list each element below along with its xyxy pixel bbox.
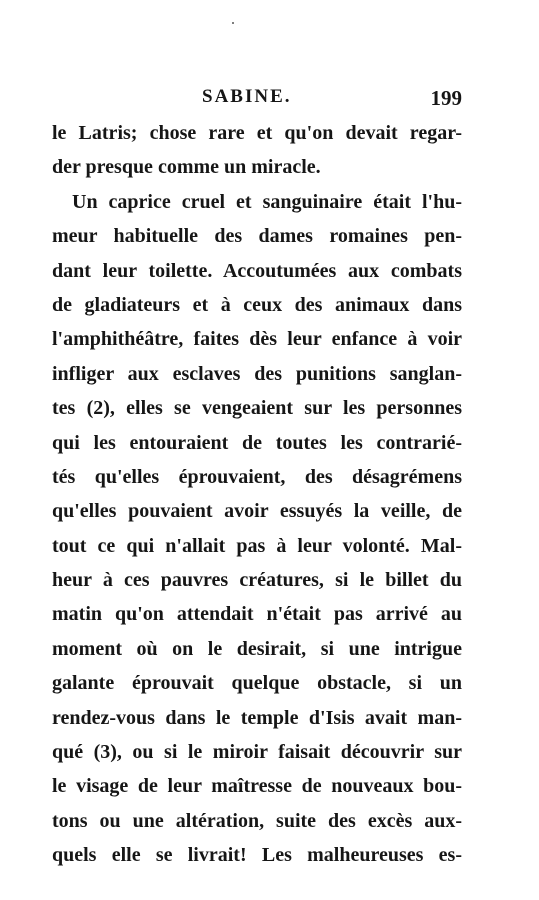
- text-line: qué (3), ou si le miroir faisait découvrir sur: [52, 741, 462, 764]
- running-title: SABINE.: [202, 86, 292, 107]
- text-line: tés qu'elles éprouvaient, des désagrémens: [52, 465, 462, 488]
- text-line: tons ou une altération, suite des excès aux-: [52, 809, 462, 832]
- text-line: tout ce qui n'allait pas à leur volonté. Mal-: [52, 534, 462, 557]
- text-line: le visage de leur maîtresse de nouveaux bou-: [52, 775, 462, 798]
- text-line: infliger aux esclaves des punitions sanglan-: [52, 362, 462, 385]
- page-header: [52, 86, 462, 114]
- text-line: le Latris; chose rare et qu'on devait regar-: [52, 122, 462, 144]
- text-line: qu'elles pouvaient avoir essuyés la veille, de: [52, 500, 462, 523]
- text-line: de gladiateurs et à ceux des animaux dans: [52, 293, 462, 316]
- page-number: 199: [430, 86, 462, 110]
- text-line: galante éprouvait quelque obstacle, si un: [52, 672, 462, 695]
- text-line: dant leur toilette. Accoutumées aux combats: [52, 259, 462, 282]
- text-line: qui les entouraient de toutes les contrarié-: [52, 431, 462, 454]
- text-line: quels elle se livrait! Les malheureuses es-: [52, 844, 462, 867]
- text-line: meur habituelle des dames romaines pen-: [52, 225, 462, 248]
- text-line: matin qu'on attendait n'était pas arrivé au: [52, 603, 462, 626]
- text-line: heur à ces pauvres créatures, si le billet du: [52, 569, 462, 592]
- body-text: [52, 116, 462, 873]
- text-line: tes (2), elles se vengeaient sur les personnes: [52, 397, 462, 420]
- text-line: l'amphithéâtre, faites dès leur enfance à voir: [52, 328, 462, 351]
- paragraph-first-line: Un caprice cruel et sanguinaire était l'hu-: [72, 190, 462, 213]
- text-line: moment où on le desirait, si une intrigue: [52, 637, 462, 660]
- text-line: der presque comme un miracle.: [52, 156, 321, 179]
- paper-speck: [232, 22, 234, 24]
- text-line: rendez-vous dans le temple d'Isis avait man-: [52, 706, 462, 729]
